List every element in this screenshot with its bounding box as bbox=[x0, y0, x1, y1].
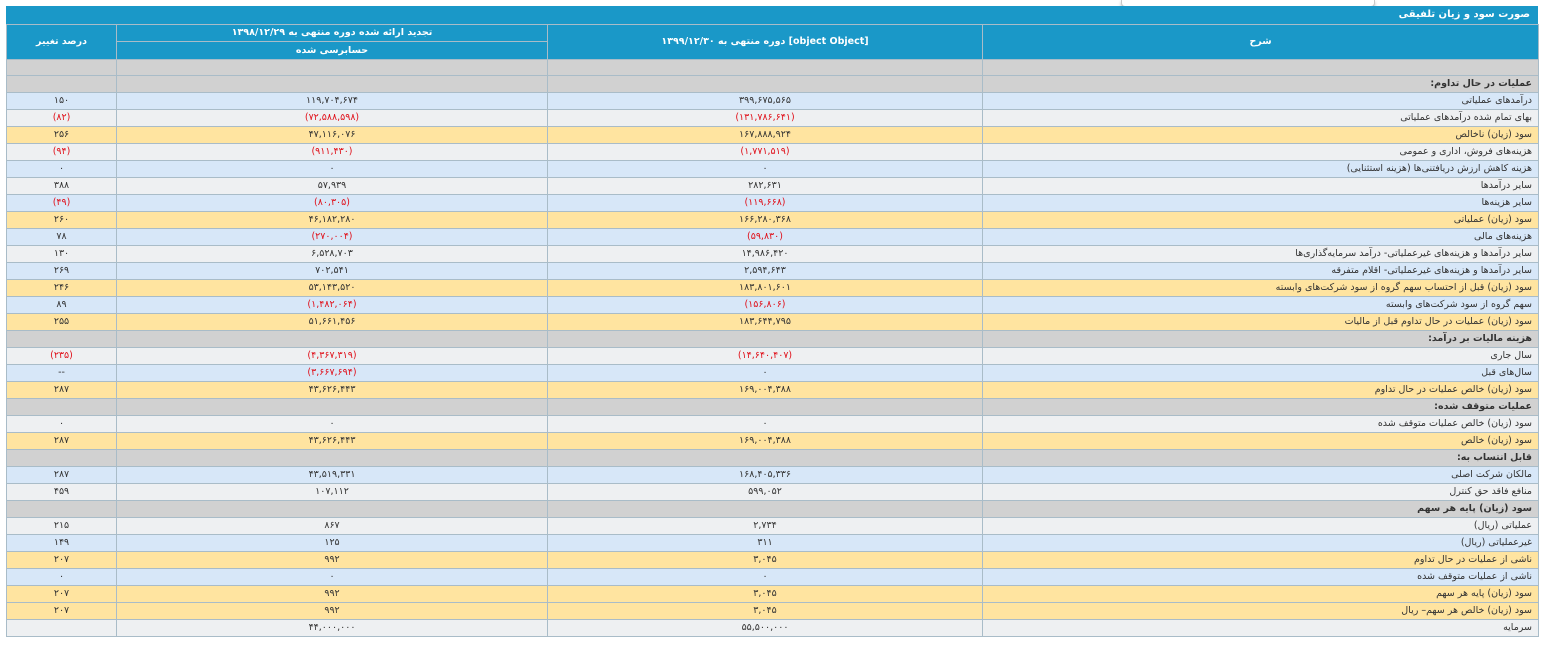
cell-description: قابل انتساب به: bbox=[983, 450, 1539, 467]
cell-change: (۲۳۵) bbox=[7, 348, 117, 365]
table-row bbox=[7, 280, 1539, 297]
cell-change: ۲۵۶ bbox=[7, 127, 117, 144]
table-row bbox=[7, 382, 1539, 399]
cell-change: ۲۶۹ bbox=[7, 263, 117, 280]
income-statement-table bbox=[6, 24, 1539, 637]
cell-prior: ۰ bbox=[117, 416, 548, 433]
table-row bbox=[7, 603, 1539, 620]
cell-prior: ۹۹۲ bbox=[117, 586, 548, 603]
cell-description: هزینه مالیات بر درآمد: bbox=[983, 331, 1539, 348]
table-row bbox=[7, 93, 1539, 110]
cell-current: ۰ bbox=[548, 161, 983, 178]
cell-description: سال‌های قبل bbox=[983, 365, 1539, 382]
cell-change: (۹۴) bbox=[7, 144, 117, 161]
cell-description: مالکان شرکت اصلی bbox=[983, 467, 1539, 484]
table-row bbox=[7, 212, 1539, 229]
cell-current: ۱۶۹,۰۰۴,۳۸۸ bbox=[548, 433, 983, 450]
cell-prior: ۴۳,۶۲۶,۴۴۳ bbox=[117, 382, 548, 399]
table-row bbox=[7, 246, 1539, 263]
cell-description: سایر هزینه‌ها bbox=[983, 195, 1539, 212]
cell-change bbox=[7, 76, 117, 93]
cell-current: (۱,۷۷۱,۵۱۹) bbox=[548, 144, 983, 161]
cell-current: ۱۶۷,۸۸۸,۹۲۴ bbox=[548, 127, 983, 144]
table-row bbox=[7, 144, 1539, 161]
cell-prior: ۴۳,۶۲۶,۴۴۳ bbox=[117, 433, 548, 450]
table-row bbox=[7, 518, 1539, 535]
cell-description: سود (زیان) خالص bbox=[983, 433, 1539, 450]
table-row-spacer bbox=[7, 60, 1539, 76]
cell-description: سود (زیان) عملیات در حال تداوم قبل از مالیات bbox=[983, 314, 1539, 331]
cell-prior: ۵۱,۶۶۱,۴۵۶ bbox=[117, 314, 548, 331]
header-description: شرح bbox=[983, 25, 1539, 60]
cell-description: غیرعملیاتی (ریال) bbox=[983, 535, 1539, 552]
cell-description: سود (زیان) عملیاتی bbox=[983, 212, 1539, 229]
cell-prior bbox=[117, 399, 548, 416]
header-change: درصد تغییر bbox=[7, 25, 117, 60]
table-body bbox=[7, 60, 1539, 637]
cell-prior: ۰ bbox=[117, 569, 548, 586]
cell-change: ۲۱۵ bbox=[7, 518, 117, 535]
cell-current: (۱۵۶,۸۰۶) bbox=[548, 297, 983, 314]
cell-description: عملیاتی (ریال) bbox=[983, 518, 1539, 535]
table-row bbox=[7, 348, 1539, 365]
header-current: دوره منتهی به ۱۳۹۹/۱۲/۳۰ [object Object] bbox=[548, 25, 983, 60]
cell-description: سایر درآمدها bbox=[983, 178, 1539, 195]
table-row bbox=[7, 365, 1539, 382]
table-row bbox=[7, 484, 1539, 501]
cell-current bbox=[548, 399, 983, 416]
cell-description: هزینه‌های مالی bbox=[983, 229, 1539, 246]
cell-current: ۰ bbox=[548, 416, 983, 433]
cell-change: ۲۸۷ bbox=[7, 433, 117, 450]
cell-current: ۳,۰۴۵ bbox=[548, 586, 983, 603]
header-prior: تجدید ارائه شده دوره منتهی به ۱۳۹۸/۱۲/۲۹ bbox=[117, 25, 548, 42]
cell-current: ۰ bbox=[548, 365, 983, 382]
cell-prior: ۵۷,۹۳۹ bbox=[117, 178, 548, 195]
cell-current bbox=[548, 76, 983, 93]
cell-prior: (۴,۳۶۷,۳۱۹) bbox=[117, 348, 548, 365]
cell-description: ناشی از عملیات متوقف شده bbox=[983, 569, 1539, 586]
cell-change: ۲۰۷ bbox=[7, 552, 117, 569]
cell-prior: (۱,۴۸۲,۰۶۴) bbox=[117, 297, 548, 314]
cell-description: سود (زیان) ناخالص bbox=[983, 127, 1539, 144]
cell-prior: ۹۹۲ bbox=[117, 603, 548, 620]
cell-prior: (۹۱۱,۴۳۰) bbox=[117, 144, 548, 161]
cell-prior: ۷۰۲,۵۴۱ bbox=[117, 263, 548, 280]
cell-description: هزینه‌های فروش، اداری و عمومی bbox=[983, 144, 1539, 161]
statement-title: صورت سود و زیان تلفیقی bbox=[6, 6, 1538, 24]
cell-current: ۲۸۲,۶۳۱ bbox=[548, 178, 983, 195]
cell-change: ۴۵۹ bbox=[7, 484, 117, 501]
cell-current: ۱۶۹,۰۰۴,۳۸۸ bbox=[548, 382, 983, 399]
cell-prior: ۰ bbox=[117, 161, 548, 178]
cell-change: ۱۴۹ bbox=[7, 535, 117, 552]
cell-change: ۲۶۰ bbox=[7, 212, 117, 229]
cell-current: ۳۹۹,۶۷۵,۵۶۵ bbox=[548, 93, 983, 110]
cell-change: ۲۴۶ bbox=[7, 280, 117, 297]
cell-prior: ۹۹۲ bbox=[117, 552, 548, 569]
cell-change: (۸۲) bbox=[7, 110, 117, 127]
table-row bbox=[7, 586, 1539, 603]
cell-current: ۳۱۱ bbox=[548, 535, 983, 552]
cell-change: ۱۵۰ bbox=[7, 93, 117, 110]
section-row bbox=[7, 501, 1539, 518]
table-row bbox=[7, 620, 1539, 637]
cell-description: سود (زیان) پایه هر سهم bbox=[983, 586, 1539, 603]
cell-change bbox=[7, 450, 117, 467]
cell-description: سایر درآمدها و هزینه‌های غیرعملیاتی- درآمد سرمایه‌گذاری‌ها bbox=[983, 246, 1539, 263]
cell-current: ۳,۰۴۵ bbox=[548, 552, 983, 569]
cell-prior: ۱۰۷,۱۱۲ bbox=[117, 484, 548, 501]
cell-current: (۱۳۱,۷۸۶,۶۴۱) bbox=[548, 110, 983, 127]
cell-change: ۰ bbox=[7, 161, 117, 178]
cell-change: ۲۵۵ bbox=[7, 314, 117, 331]
cell-change: ۲۰۷ bbox=[7, 586, 117, 603]
table-row bbox=[7, 127, 1539, 144]
cell-change: ۰ bbox=[7, 569, 117, 586]
cell-change: -- bbox=[7, 365, 117, 382]
header-prior-audited: حسابرسی شده bbox=[117, 42, 548, 60]
cell-current: (۵۹,۸۳۰) bbox=[548, 229, 983, 246]
cell-current: (۱۴,۶۴۰,۴۰۷) bbox=[548, 348, 983, 365]
cell-current: ۳,۰۴۵ bbox=[548, 603, 983, 620]
cell-description: سود (زیان) خالص هر سهم– ریال bbox=[983, 603, 1539, 620]
cell-current bbox=[548, 501, 983, 518]
income-statement-panel bbox=[6, 6, 1538, 637]
cell-description: سود (زیان) قبل از احتساب سهم گروه از سود شرکت‌های وابسته bbox=[983, 280, 1539, 297]
cell-description: منافع فاقد حق کنترل bbox=[983, 484, 1539, 501]
cell-prior: ۴۴,۰۰۰,۰۰۰ bbox=[117, 620, 548, 637]
cell-change: ۲۰۷ bbox=[7, 603, 117, 620]
cell-prior: ۴۶,۱۸۲,۲۸۰ bbox=[117, 212, 548, 229]
section-row bbox=[7, 331, 1539, 348]
cell-change: ۰ bbox=[7, 416, 117, 433]
cell-current: ۱۸۳,۸۰۱,۶۰۱ bbox=[548, 280, 983, 297]
section-row bbox=[7, 450, 1539, 467]
cell-change: (۴۹) bbox=[7, 195, 117, 212]
table-row bbox=[7, 297, 1539, 314]
cell-description: سایر درآمدها و هزینه‌های غیرعملیاتی- اقلام متفرقه bbox=[983, 263, 1539, 280]
table-row bbox=[7, 552, 1539, 569]
cell-change: ۷۸ bbox=[7, 229, 117, 246]
cell-current: ۰ bbox=[548, 569, 983, 586]
cell-prior: (۸۰,۳۰۵) bbox=[117, 195, 548, 212]
cell-change: ۲۸۷ bbox=[7, 382, 117, 399]
section-row bbox=[7, 76, 1539, 93]
cell-current bbox=[548, 331, 983, 348]
cell-change: ۳۸۸ bbox=[7, 178, 117, 195]
cell-current: ۲,۵۹۴,۶۴۳ bbox=[548, 263, 983, 280]
table-row bbox=[7, 416, 1539, 433]
cell-current: ۱۶۶,۲۸۰,۳۶۸ bbox=[548, 212, 983, 229]
cell-change bbox=[7, 620, 117, 637]
cell-prior: ۱۲۵ bbox=[117, 535, 548, 552]
cell-prior: ۸۶۷ bbox=[117, 518, 548, 535]
cell-description: ناشی از عملیات در حال تداوم bbox=[983, 552, 1539, 569]
table-row bbox=[7, 263, 1539, 280]
cell-prior bbox=[117, 76, 548, 93]
table-row bbox=[7, 110, 1539, 127]
cell-description: سهم گروه از سود شرکت‌های وابسته bbox=[983, 297, 1539, 314]
cell-prior bbox=[117, 501, 548, 518]
cell-description: سال جاری bbox=[983, 348, 1539, 365]
cell-description: سود (زیان) پایه هر سهم bbox=[983, 501, 1539, 518]
table-row bbox=[7, 161, 1539, 178]
cell-description: سود (زیان) خالص عملیات متوقف شده bbox=[983, 416, 1539, 433]
cell-prior: ۵۳,۱۴۳,۵۲۰ bbox=[117, 280, 548, 297]
cell-prior: ۱۱۹,۷۰۴,۶۷۴ bbox=[117, 93, 548, 110]
cell-prior: ۴۷,۱۱۶,۰۷۶ bbox=[117, 127, 548, 144]
cell-description: درآمدهای عملیاتی bbox=[983, 93, 1539, 110]
cell-prior: ۴۳,۵۱۹,۳۳۱ bbox=[117, 467, 548, 484]
cell-current bbox=[548, 450, 983, 467]
cell-prior bbox=[117, 331, 548, 348]
table-row bbox=[7, 433, 1539, 450]
cell-prior bbox=[117, 450, 548, 467]
table-row bbox=[7, 229, 1539, 246]
section-row bbox=[7, 399, 1539, 416]
table-row bbox=[7, 314, 1539, 331]
table-row bbox=[7, 569, 1539, 586]
cell-description: عملیات در حال تداوم: bbox=[983, 76, 1539, 93]
cell-change: ۲۸۷ bbox=[7, 467, 117, 484]
cell-current: ۱۴,۹۸۶,۴۲۰ bbox=[548, 246, 983, 263]
cell-description: عملیات متوقف شده: bbox=[983, 399, 1539, 416]
cell-description: سرمایه bbox=[983, 620, 1539, 637]
cell-change bbox=[7, 399, 117, 416]
table-row bbox=[7, 467, 1539, 484]
cell-prior: (۲۷۰,۰۰۴) bbox=[117, 229, 548, 246]
cell-change: ۱۳۰ bbox=[7, 246, 117, 263]
cell-change bbox=[7, 331, 117, 348]
cell-prior: (۷۲,۵۸۸,۵۹۸) bbox=[117, 110, 548, 127]
table-row bbox=[7, 535, 1539, 552]
cell-description: هزینه کاهش ارزش دریافتنی‌ها (هزینه استثنایی) bbox=[983, 161, 1539, 178]
cell-change: ۸۹ bbox=[7, 297, 117, 314]
cell-current: ۱۶۸,۴۰۵,۳۳۶ bbox=[548, 467, 983, 484]
cell-current: ۲,۷۳۴ bbox=[548, 518, 983, 535]
table-row bbox=[7, 195, 1539, 212]
cell-description: بهای تمام شده درآمدهای عملیاتی bbox=[983, 110, 1539, 127]
cell-prior: (۳,۶۶۷,۶۹۴) bbox=[117, 365, 548, 382]
cell-change bbox=[7, 501, 117, 518]
cell-current: ۱۸۳,۶۴۴,۷۹۵ bbox=[548, 314, 983, 331]
cell-description: سود (زیان) خالص عملیات در حال تداوم bbox=[983, 382, 1539, 399]
cell-current: ۵۵,۵۰۰,۰۰۰ bbox=[548, 620, 983, 637]
cell-current: (۱۱۹,۶۶۸) bbox=[548, 195, 983, 212]
cell-prior: ۶,۵۲۸,۷۰۳ bbox=[117, 246, 548, 263]
cell-current: ۵۹۹,۰۵۲ bbox=[548, 484, 983, 501]
table-row bbox=[7, 178, 1539, 195]
